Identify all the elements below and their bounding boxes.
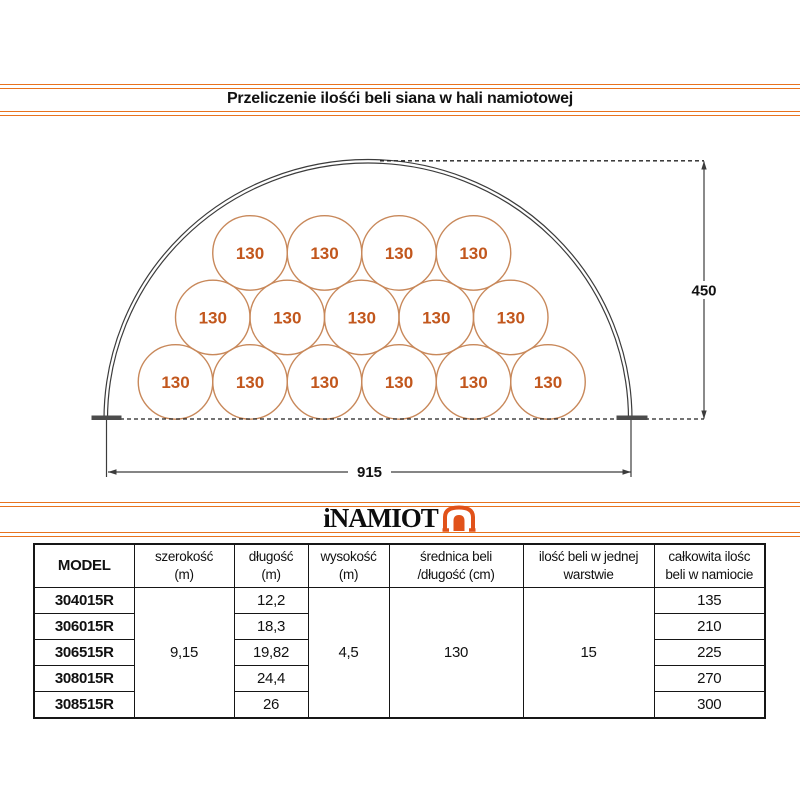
bale-diameter-label: 130 [533,372,563,392]
total-bales-cell: 225 [654,640,765,666]
header-length: długość (m) [234,544,308,588]
bale-diameter-label: 130 [347,308,376,328]
dimension-arrow-right [623,469,632,474]
page-title: Przeliczenie ilośći beli siana w hali namiotowej [226,90,574,107]
bale-diameter-label: 130 [161,372,190,392]
right-base-plate [617,416,648,421]
header-width: szerokość (m) [134,544,234,588]
bale-diameter-label: 130 [384,372,414,392]
length-cell: 26 [234,692,308,718]
left-base-plate [92,416,122,421]
bale-diameter-label: 130 [422,308,451,328]
bale-diameter-merged-cell: 130 [389,588,523,718]
length-cell: 24,4 [234,666,308,692]
length-cell: 18,3 [234,614,308,640]
total-bales-cell: 135 [654,588,765,614]
bale-stack [138,216,585,420]
bale-diameter-label: 130 [459,372,488,392]
orange-divider-below-logo [0,532,800,537]
bale-diameter-label: 130 [273,308,302,328]
height-merged-cell: 4,5 [308,588,389,718]
total-bales-cell: 300 [654,692,765,718]
header-height: wysokość (m) [308,544,389,588]
bale-diameter-label: 130 [384,243,414,263]
model-cell: 308015R [34,666,134,692]
dimension-arrow-up [701,161,706,170]
table-row [34,588,765,614]
header-model: MODEL [34,544,134,588]
height-dimension-label: 450 [691,282,717,300]
dimension-arrow-down [701,411,706,420]
brand-logo [0,503,800,533]
bale-diameter-label: 130 [496,308,525,328]
bale-diameter-label: 130 [235,372,265,392]
width-dimension-label: 915 [356,464,383,481]
header-total-bales: całkowita ilośc beli w namiocie [654,544,765,588]
model-cell: 306515R [34,640,134,666]
model-cell: 304015R [34,588,134,614]
model-cell: 306015R [34,614,134,640]
dimension-arrow-left [108,469,117,474]
bale-diameter-label: 130 [235,243,265,263]
bales-per-layer-merged-cell: 15 [523,588,654,718]
brand-logo-text: iNAMIOT [323,503,438,533]
bale-diameter-label: 130 [198,308,227,328]
tent-arch-icon [441,504,477,532]
models-spec-table [33,543,766,719]
total-bales-cell: 210 [654,614,765,640]
header-bales-per-layer: ilość beli w jednej warstwie [523,544,654,588]
model-cell: 308515R [34,692,134,718]
length-cell: 12,2 [234,588,308,614]
header-bale-diameter: średnica beli /długość (cm) [389,544,523,588]
length-cell: 19,82 [234,640,308,666]
table-header-row [34,544,765,588]
total-bales-cell: 270 [654,666,765,692]
bale-diameter-label: 130 [310,372,339,392]
bale-diameter-label: 130 [310,243,339,263]
bale-diameter-label: 130 [459,243,488,263]
width-merged-cell: 9,15 [134,588,234,718]
